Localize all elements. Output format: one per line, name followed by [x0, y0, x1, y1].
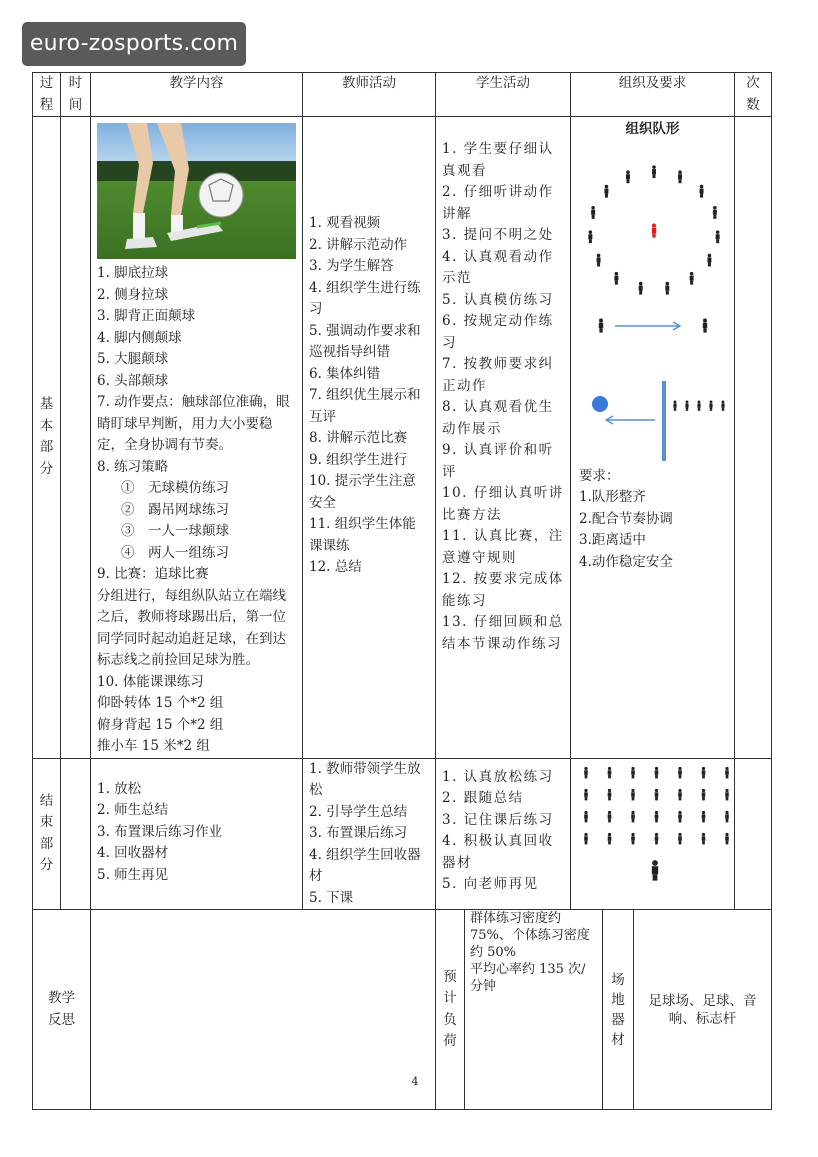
- list-item: ① 无球模仿练习: [121, 480, 229, 496]
- list-item: 13. 仔细回顾和总结本节课动作练习: [442, 614, 564, 652]
- ending-time: [61, 758, 91, 910]
- load-text: 群体练习密度约 75%、个体练习密度约 50% 平均心率约 135 次/分钟: [465, 910, 603, 1110]
- person-icon: [725, 788, 729, 800]
- basic-teacher: [303, 117, 436, 759]
- list-item: 7. 组织优生展示和互评: [309, 387, 421, 425]
- person-icon: [702, 832, 706, 844]
- list-item: 1. 认真放松练习: [442, 768, 554, 785]
- list-item: 2. 仔细听讲动作讲解: [442, 184, 554, 222]
- list-item: 1. 教师带领学生放松: [309, 760, 421, 798]
- person-icon: [599, 318, 603, 332]
- person-icon: [626, 170, 630, 183]
- footer-row: [33, 910, 772, 1110]
- list-item: 1. 放松: [97, 780, 142, 797]
- football-photo: [97, 123, 296, 259]
- list-item: 4. 积极认真回收器材: [442, 833, 554, 871]
- person-icon: [655, 810, 659, 822]
- list-item: 6. 头部颠球: [97, 372, 169, 389]
- list-item: 2. 讲解示范动作: [309, 236, 408, 253]
- list-item: 2. 师生总结: [97, 802, 169, 818]
- student-grid-icon: [584, 766, 729, 844]
- list-item: 4. 脚内侧颠球: [97, 329, 182, 346]
- ending-student: [436, 758, 571, 910]
- basic-time: [61, 117, 91, 759]
- list-item: 5. 强调动作要求和巡视指导纠错: [309, 322, 421, 360]
- list-item: 3. 记住课后练习: [442, 811, 554, 828]
- list-item: ② 踢吊网球练习: [121, 501, 229, 518]
- list-item: 4. 认真观看动作示范: [442, 248, 554, 286]
- list-item: 5. 向老师再见: [442, 876, 539, 892]
- chase-drill-icon: [592, 381, 725, 461]
- header-process: 过 程: [33, 73, 61, 117]
- list-item: 3. 布置课后练习: [309, 825, 408, 841]
- list-item: 3. 提问不明之处: [442, 227, 554, 243]
- person-icon: [608, 832, 612, 844]
- ending-teacher: [303, 758, 436, 910]
- venue-cell: [603, 910, 772, 1110]
- page-number: 4: [411, 1075, 419, 1088]
- venue-text: 足球场、足球、音响、标志杆: [648, 992, 757, 1027]
- list-item: 2.配合节奏协调: [579, 510, 673, 527]
- list-item: 1.队形整齐: [579, 489, 646, 505]
- person-icon: [703, 318, 707, 332]
- list-item: 2. 侧身拉球: [97, 286, 169, 303]
- person-icon: [608, 788, 612, 800]
- person-icon: [713, 206, 717, 219]
- list-item: ③ 一人一球颠球: [121, 523, 229, 539]
- list-item: 10. 仔细认真听讲比赛方法: [442, 485, 564, 523]
- content-fitness-3: 推小车 15 米*2 组: [97, 738, 210, 754]
- player-kicking-ball-icon: [97, 123, 296, 259]
- list-item: 2. 引导学生总结: [309, 803, 408, 820]
- person-icon: [700, 184, 704, 197]
- list-item: 11. 组织学生体能课课练: [309, 516, 416, 554]
- person-icon: [639, 281, 643, 294]
- list-item: 3.距离适中: [579, 532, 646, 548]
- list-item: 4. 组织学生回收器材: [309, 846, 421, 884]
- list-item: 10. 提示学生注意安全: [309, 473, 416, 511]
- list-item: 9. 组织学生进行: [309, 451, 408, 468]
- person-icon: [604, 184, 608, 197]
- person-icon: [707, 253, 711, 266]
- ending-org: [571, 758, 735, 910]
- person-icon: [725, 810, 729, 822]
- list-item: 1. 观看视频: [309, 215, 381, 231]
- org-title: 组织队形: [625, 121, 680, 137]
- ending-times: [735, 758, 772, 910]
- person-icon: [652, 860, 658, 880]
- person-icon: [597, 253, 601, 266]
- person-icon: [608, 810, 612, 822]
- list-item: 5. 师生再见: [97, 866, 169, 883]
- basic-content: [91, 117, 303, 759]
- person-icon: [614, 271, 618, 284]
- list-item: 6. 集体纠错: [309, 365, 381, 382]
- person-icon: [584, 810, 588, 822]
- list-item: ④ 两人一组练习: [121, 544, 229, 561]
- person-icon: [678, 766, 682, 778]
- list-item: 5. 下课: [309, 889, 354, 906]
- list-item: 1. 脚底拉球: [97, 265, 169, 281]
- person-icon: [709, 400, 712, 410]
- list-item: 3. 脚背正面颠球: [97, 308, 196, 324]
- person-icon: [631, 832, 635, 844]
- person-icon: [665, 281, 669, 294]
- requirements-title: 要求：: [579, 467, 620, 484]
- list-item: 3. 为学生解答: [309, 258, 394, 274]
- person-icon: [697, 400, 700, 410]
- list-item: 6. 按规定动作练习: [442, 313, 554, 351]
- pass-drill-icon: [599, 318, 707, 332]
- watermark: euro-zosports.com: [22, 22, 246, 66]
- basic-student: [436, 117, 571, 759]
- person-icon: [690, 271, 694, 284]
- grid-formation-diagram: [571, 759, 739, 889]
- person-icon: [702, 766, 706, 778]
- list-item: 12. 按要求完成体能练习: [442, 571, 564, 609]
- list-item: 4.动作稳定安全: [579, 553, 673, 570]
- person-icon: [678, 170, 682, 183]
- list-item: 8. 讲解示范比赛: [309, 430, 408, 446]
- lesson-plan-table: [32, 72, 772, 1110]
- person-icon: [678, 832, 682, 844]
- header-teacher: 教师活动: [303, 73, 436, 117]
- basic-label: 基 本 部 分: [33, 117, 61, 759]
- person-icon: [702, 788, 706, 800]
- ending-row: [33, 758, 772, 910]
- person-icon: [584, 766, 588, 778]
- venue-label: 场 地 器 材: [603, 910, 634, 1109]
- ending-label: 结 束 部 分: [33, 758, 61, 910]
- person-icon: [652, 165, 656, 178]
- content-strategy-title: 8. 练习策略: [97, 458, 169, 475]
- content-skill-list: [91, 263, 302, 392]
- person-icon: [655, 788, 659, 800]
- person-icon: [591, 206, 595, 219]
- list-item: 1. 学生要仔细认真观看: [442, 141, 554, 179]
- person-icon: [584, 788, 588, 800]
- content-fitness-title: 10. 体能课课练习: [97, 673, 204, 690]
- person-icon: [702, 810, 706, 822]
- header-row: [33, 73, 772, 117]
- person-icon: [725, 766, 729, 778]
- basic-times: [735, 117, 772, 759]
- person-icon: [725, 832, 729, 844]
- formation-diagram: [571, 141, 739, 466]
- header-student: 学生活动: [436, 73, 571, 117]
- content-strategy-list: [91, 478, 302, 564]
- teacher-icon: [652, 860, 658, 880]
- header-org: 组织及要求: [571, 73, 735, 117]
- person-icon: [655, 766, 659, 778]
- person-icon: [584, 832, 588, 844]
- list-item: 8. 认真观看优生动作展示: [442, 399, 554, 437]
- basic-row: [33, 117, 772, 759]
- ending-content: [91, 758, 303, 910]
- reflection-label: 教学 反思: [33, 910, 91, 1110]
- content-fitness-2: 俯身背起 15 个*2 组: [97, 716, 224, 733]
- header-content: 教学内容: [91, 73, 303, 117]
- content-fitness-1: 仰卧转体 15 个*2 组: [97, 695, 224, 711]
- person-icon: [588, 230, 592, 243]
- list-item: 3. 布置课后练习作业: [97, 823, 223, 840]
- person-icon: [678, 810, 682, 822]
- list-item: 7. 按教师要求纠正动作: [442, 356, 554, 394]
- content-game-title: 9. 比赛：追球比赛: [97, 566, 209, 582]
- person-icon: [685, 400, 688, 410]
- person-icon: [608, 766, 612, 778]
- list-item: 11. 认真比赛，注意遵守规则: [442, 528, 564, 566]
- list-item: 5. 认真模仿练习: [442, 291, 554, 308]
- person-icon: [631, 766, 635, 778]
- list-item: 5. 大腿颠球: [97, 351, 169, 367]
- person-icon: [716, 230, 720, 243]
- list-item: 2. 跟随总结: [442, 790, 524, 806]
- list-item: 9. 认真评价和听评: [442, 442, 554, 480]
- list-item: 4. 回收器材: [97, 845, 169, 861]
- list-item: 12. 总结: [309, 559, 362, 575]
- person-icon: [721, 400, 724, 410]
- coach-icon: [652, 223, 656, 237]
- content-key-points: 7. 动作要点：触球部位准确，眼睛盯球早判断，用力大小要稳定，全身协调有节奏。: [97, 394, 290, 453]
- person-icon: [655, 832, 659, 844]
- person-icon: [631, 810, 635, 822]
- basic-org: [571, 117, 735, 759]
- person-icon: [631, 788, 635, 800]
- person-icon: [673, 400, 676, 410]
- person-icon: [652, 223, 656, 237]
- header-time: 时 间: [61, 73, 91, 117]
- reflection-body: [91, 910, 436, 1110]
- person-icon: [678, 788, 682, 800]
- content-game-text: 分组进行，每组纵队站立在端线之后，教师将球踢出后，第一位同学同时起动追赶足球，在到达标志线之前捡回足球为胜。: [97, 587, 286, 668]
- list-item: 4. 组织学生进行练习: [309, 279, 421, 317]
- header-times: 次 数: [735, 73, 772, 117]
- load-label: 预 计 负 荷: [436, 910, 465, 1110]
